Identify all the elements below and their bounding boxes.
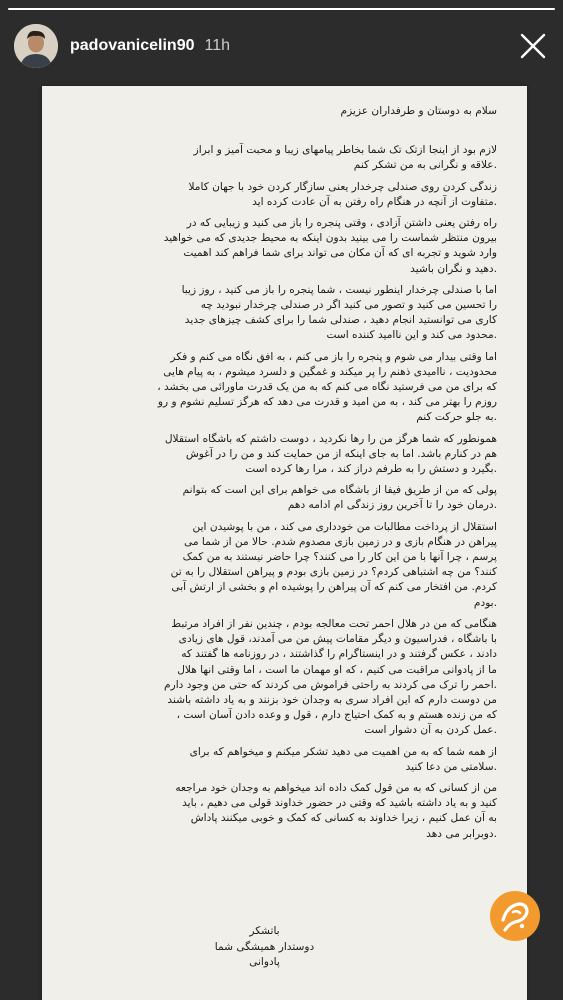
site-logo-icon [489,890,541,942]
story-header [14,22,549,70]
story-progress-fill [8,8,555,10]
letter-body [42,86,527,842]
letter-paragraph: راه رفتن یعنی داشتن آزادی ، وقتی پنجره را باز می کنید و زیبایی که در بیرون منتظر شماست را می بینید بدون اینکه به محیط جدیدی که می خواهید وارد شوید و تجربه ای که آن مکان می تواند برای شما فراهم کند اهمیت .دهید و نگران باشید [163,217,497,275]
letter-paragraph: همونطور که شما هرگز من را رها نکردید ، دوست داشتم که باشگاه استقلال هم در کنارم باشد. اما به جای اینکه از من حمایت کند و من را در آغوش .بگیرد و دستش را به طرفم دراز کند ، مرا رها کرده است [164,432,497,476]
letter-greeting: سلام به دوستان و طرفداران عزیزم [340,105,497,117]
letter-paragraph: لازم بود از اینجا ازتک تک شما بخاطر پیامهای زیبا و محبت آمیز و ابراز .علاقه و نگرانی به من تشکر کنم [193,144,497,172]
close-icon [520,33,546,59]
post-time: 11h [204,37,231,54]
letter-paragraph: از همه شما که به من اهمیت می دهید تشکر میکنم و میخواهم که برای .سلامتی من دعا کنید [189,745,497,773]
signature-line: باتشکر [249,925,280,937]
letter-paragraph: هنگامی که من در هلال احمر تحت معالجه بودم ، چندین نفر از افراد مرتبط با باشگاه ، فدراسیون و دیگر مقامات پیش من می آمدند، قول های زیادی دادند ، عکس گرفتند و در اینستاگرام را گذاشتند ، در روزنامه ها گفتند که ما از پادوانی مراقبت می کنیم ، که او مهمان ما است ، اما وقتی انها هلال .احمر را ترک می کردند به راحتی فراموش می کردند که حتی من وجود دارم من دوست دارم که این افراد سری به وجدان خود بزنند و به یاد داشته باشند که من زنده هستم و به کمک احتیاج دارم ، قول و وعده دادن آسان است ، .عمل کردن به آن دشوار است [164,617,497,737]
letter-paragraph: پولی که من از طریق فیفا از باشگاه می خواهم برای این است که بتوانم .درمان خود را تا آخرین روز زندگی ام ادامه دهم [182,484,497,512]
avatar[interactable] [14,24,58,68]
story-progress-bar [8,8,555,10]
letter-paragraph: اما وقتی بیدار می شوم و پنجره را باز می کنم ، به افق نگاه می کنم و فکر محدودیت ، ناامیدی ذهنم را پر میکند و غمگین و دلسرد میشوم ، به پیام هایی که برای من می فرستید نگاه می کنم که به من یک قدرت ماورائی می بخشد ، روزم را بهتر می کند ، به من امید و قدرت می دهد که هرگز تسلیم نشوم و رو .به جلو حرکت کنم [157,350,497,424]
letter-paragraph: من از کسانی که به من قول کمک داده اند میخواهم به وجدان خود مراجعه کنید و به یاد داشته باشید که وقتی در حضور خداوند قولی می دهیم ، باید به آن عمل کنیم ، زیرا خداوند به کسانی که کمک و خوبی میکنند پاداش .دوبرابر می دهد [175,781,497,840]
letter-signature [42,924,527,971]
letter-paragraph: اما با صندلی چرخدار اینطور نیست ، شما پنجره را باز می کنید ، روز زیبا را تحسین می کنید و تصور می کنید اگر در صندلی چرخدار نبودید چه کاری می توانستید انجام دهید ، صندلی شما را برای کشف چیزهای جدید .محدود می کند و این ناامید کننده است [181,283,497,342]
signature-line: دوستدار همیشگی شما [214,940,315,953]
letter-image [42,86,527,1000]
letter-paragraph: استقلال از پرداخت مطالبات من خودداری می کند ، من با پوشیدن این پیراهن در هنگام بازی و در زمین بازی مصدوم شدم. حالا من از شما می پرسم ، چرا آنها با من این کار را می کنند؟ چرا حاضر نیستند به من کمک کنند؟ من چه اشتباهی کردم؟ در زمین بازی بودم و پیراهن استقلال را به تن کردم. من افتخار می کنم که آن پیراهن را پوشیده ام و بخشی از ارتش آبی .بودم [170,520,497,609]
profile-photo-icon [14,24,58,68]
signature-line: پادوانی [249,956,280,968]
letter-paragraph: زندگی کردن روی صندلی چرخدار یعنی سازگار کردن خود با جهان کاملا .متفاوت از آنچه در هنگام راه رفتن به آن عادت کرده اید [188,180,497,208]
close-button[interactable] [517,30,549,62]
username[interactable]: padovanicelin90 [70,37,195,54]
